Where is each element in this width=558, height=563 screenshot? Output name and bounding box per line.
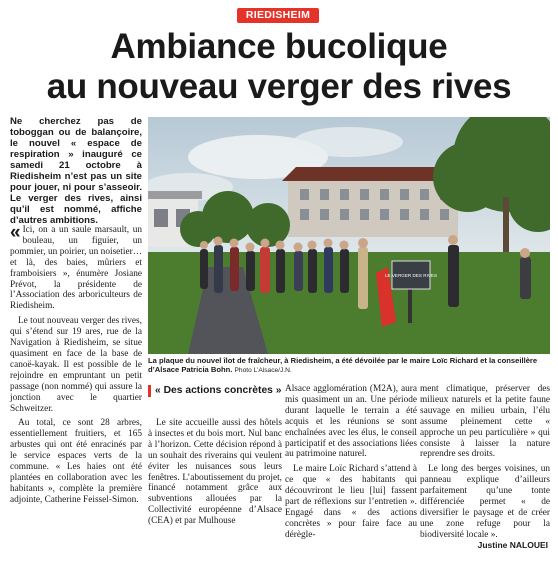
orchard-inauguration-photo xyxy=(148,117,550,354)
column-3 xyxy=(285,384,417,545)
column-1 xyxy=(10,222,142,510)
opening-quote-mark: « xyxy=(10,222,21,243)
plaque-text: LE VERGER DES RIVES xyxy=(384,273,438,278)
photo-caption xyxy=(148,356,550,376)
headline-line-2: au nouveau verger des rives xyxy=(46,67,512,106)
photo-illustration xyxy=(148,117,550,354)
col1-paragraph-1 xyxy=(10,222,142,312)
subhead: « Des actions concrètes » xyxy=(148,385,282,397)
photo-credit: Photo L’Alsace/J.N. xyxy=(234,367,292,375)
col1-p1-text: Ici, on a un saule marsault, un bouleau, un figuier, un pommier, un poirier, un noisetier… et là, des baies, mûriers et framboisiers », énumère Josiane Prévot, la présidente de l’Association des arboriculteurs de Riedisheim. xyxy=(10,225,142,312)
col4-paragraph-2: Le long des berges voisines, un panneau explique d’ailleurs parfaitement qu’une tonte différenciée permet « de diversifier le paysage et de créer une zone refuge pour la biodiversité locale ». xyxy=(420,464,550,540)
col2-paragraph-1: Le site accueille aussi des hôtels à insectes et du bois mort. Nul banc à l’horizon. Cette décision répond à un souhait des riverains qui veulent éviter les nuisances sous leurs fenêtres. L’aboutissement du projet, financé notamment grâce aux subventions allouées par la Collectivité européenne d’Alsace (CEA) et par Mulhouse xyxy=(148,418,282,527)
col3-paragraph-2: Le maire Loïc Richard s’attend à ce que « des habitants qui découvriront le lieu [lui] fassent part de réflexions sur l’entretien ». Engagé dans « des actions concrètes » pour faire face au dérègle- xyxy=(285,464,417,540)
lead-paragraph xyxy=(10,116,142,226)
col4-paragraph-1: ment climatique, préserver des milieux naturels et la petite faune sauvage en milieu urbain, l’élu assume pleinement cette « approche un peu particulière » qui consiste à laisser la nature reprendre ses droits. xyxy=(420,384,550,460)
section-label: RIEDISHEIM xyxy=(237,8,319,23)
col3-paragraph-1: Alsace agglomération (M2A), aura mis quasiment un an. Une période durant laquelle le terrain a été acquis et les réunions se sont enchaînées avec les élus, le conseil participatif et des associations liées au patrimoine naturel. xyxy=(285,384,417,460)
column-4 xyxy=(420,384,550,545)
caption-main: La plaque du nouvel îlot de fraîcheur, à Riedisheim, a été dévoilée par le maire Loïc Richard et la conseillère d’Alsace Patricia Bohn. xyxy=(148,356,538,375)
col1-paragraph-3: Au total, ce sont 28 arbres, essentiellement fruitiers, et 165 arbustes qui ont été enracinés par le service espaces verts de la commune. « Les haies ont été plantées en collaboration avec les habitants », complète la première adjointe, Catherine Feissel-Simon. xyxy=(10,418,142,505)
lead-text: Ne cherchez pas de toboggan ou de balançoire, le nouvel « espace de respiration » inauguré ce samedi 21 octobre à Riedisheim n’est pas un site pour jouer, ni pour s’asseoir. Le verger des rives, ainsi qu’il est nommé, affiche d’autres ambitions. xyxy=(10,116,142,226)
headline-line-1: Ambiance bucolique xyxy=(110,27,448,66)
author-signature: Justine NALOUEI xyxy=(477,540,548,550)
headline xyxy=(0,27,558,107)
column-2 xyxy=(148,418,282,531)
col1-paragraph-2: Le tout nouveau verger des rives, qui s’étend sur 19 ares, rue de la Navigation à Riedisheim, se situe quasiment en face de la base de canoë-kayak. Il est possible de le rejoindre en empruntant un petit passage (non nommé) qui assure la jonction avec le quartier Schweitzer. xyxy=(10,316,142,414)
